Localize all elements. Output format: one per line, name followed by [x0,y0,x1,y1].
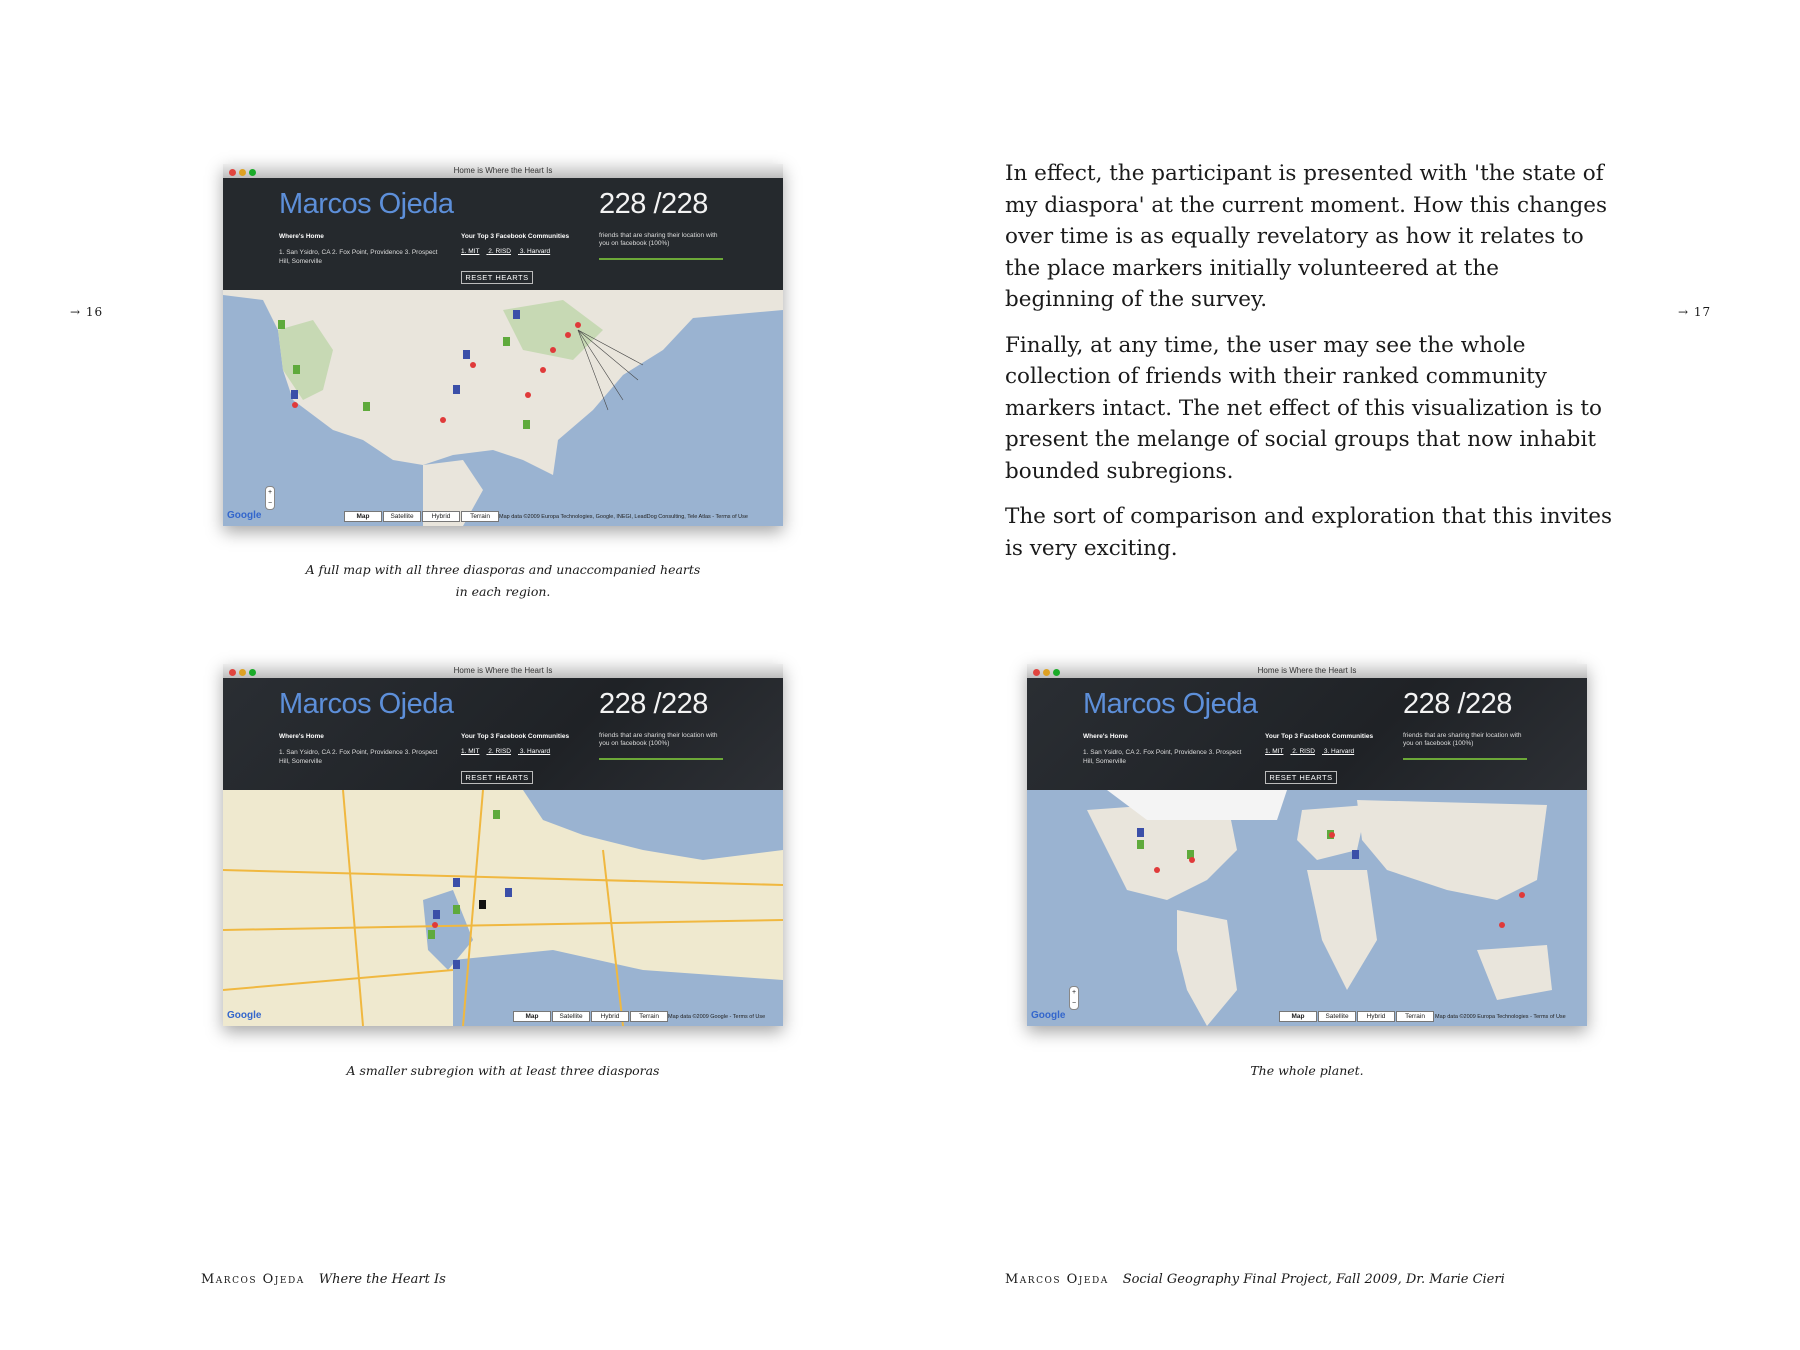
communities-label: Your Top 3 Facebook Communities [461,733,570,740]
reset-hearts-button[interactable]: RESET HEARTS [461,271,533,284]
app-header [223,678,783,790]
footer-author: Marcos Ojeda [201,1272,305,1287]
where-home-list: 1. San Ysidro, CA 2. Fox Point, Providence 3. Prospect Hill, Somerville [1083,749,1242,765]
footer-title: Where the Heart Is [318,1272,446,1287]
paragraph: The sort of comparison and exploration that this invites is very exciting. [1005,504,1613,561]
community-link[interactable]: 2. RISD [1292,748,1315,755]
figure-caption [1027,1060,1587,1082]
blue-marker [291,390,298,399]
where-home-label: Where's Home [279,733,324,740]
user-name: Marcos Ojeda [1083,688,1258,720]
map-attribution[interactable]: Map data ©2009 Europa Technologies - Terms of Use [1435,1014,1566,1020]
where-home-list: 1. San Ysidro, CA 2. Fox Point, Providence 3. Prospect Hill, Somerville [279,749,438,765]
body-text [1005,158,1615,578]
figure-caption [223,1060,783,1082]
map-type-terrain[interactable]: Terrain [1396,1011,1434,1022]
caption-line: in each region. [455,584,551,599]
map-type-hybrid[interactable]: Hybrid [591,1011,629,1022]
heart [1154,867,1160,873]
window-title: Home is Where the Heart Is [453,166,553,175]
community-link[interactable]: 3. Harvard [519,748,551,755]
map-type-satellite[interactable]: Satellite [383,511,421,522]
zoom-control[interactable]: + − [1069,986,1079,1010]
caption-line: The whole planet. [1250,1063,1364,1078]
footer-title: Social Geography Final Project, Fall 2009, Dr. Marie Cieri [1122,1272,1505,1287]
screenshot-subregion-map [223,664,783,1026]
green-marker [493,810,500,819]
paragraph: Finally, at any time, the user may see the whole collection of friends with their ranked community markers intact. The net effect of this visualization is to present the melange of social groups that now inhabit bounded subregions. [1005,332,1602,484]
page-footer [1005,1272,1505,1287]
green-marker [453,905,460,914]
us-map[interactable] [223,290,783,526]
blue-marker [453,878,460,887]
green-marker [1137,840,1144,849]
map-type-selector [1279,1011,1435,1021]
progress-bar [599,758,723,760]
google-logo: Google [227,1010,262,1021]
blue-marker [463,350,470,359]
heart [540,367,546,373]
map-attribution[interactable]: Map data ©2009 Europa Technologies, Google, INEGI, LeadDog Consulting, Tele Atlas - Terms of Use [499,514,748,520]
progress-bar [1403,758,1527,760]
communities-list [461,748,557,755]
heart [292,402,298,408]
map-type-terrain[interactable]: Terrain [630,1011,668,1022]
map-type-map[interactable]: Map [513,1011,551,1022]
black-marker [479,900,486,909]
community-link[interactable]: 2. RISD [488,748,511,755]
community-link[interactable]: 3. Harvard [1323,748,1355,755]
map-type-map[interactable]: Map [1279,1011,1317,1022]
window-titlebar [223,164,783,178]
progress-bar [599,258,723,260]
zoom-control[interactable]: + − [265,486,275,510]
heart [440,417,446,423]
friend-count: 228 /228 [1403,688,1512,720]
map-type-map[interactable]: Map [344,511,382,522]
community-link[interactable]: 1. MIT [461,248,480,255]
right-page [900,0,1800,1350]
heart [565,332,571,338]
green-marker [503,337,510,346]
caption-line: A full map with all three diasporas and unaccompanied hearts [305,562,701,577]
heart [575,322,581,328]
heart [1189,857,1195,863]
app-header [1027,678,1587,790]
world-map[interactable] [1027,790,1587,1026]
heart [550,347,556,353]
reset-hearts-button[interactable]: RESET HEARTS [1265,771,1337,784]
map-type-hybrid[interactable]: Hybrid [1357,1011,1395,1022]
community-link[interactable]: 3. Harvard [519,248,551,255]
blue-marker [1352,850,1359,859]
green-marker [428,930,435,939]
heart [525,392,531,398]
map-type-satellite[interactable]: Satellite [552,1011,590,1022]
map-type-selector [344,511,500,521]
communities-list [1265,748,1361,755]
blue-marker [433,910,440,919]
window-titlebar [1027,664,1587,678]
google-logo: Google [227,510,262,521]
community-link[interactable]: 2. RISD [488,248,511,255]
friend-count: 228 /228 [599,688,708,720]
app-header [223,178,783,290]
green-marker [293,365,300,374]
friend-count-caption: friends that are sharing their location with you on facebook (100%) [599,732,718,747]
user-name: Marcos Ojeda [279,688,454,720]
communities-list [461,248,557,255]
page-footer [201,1272,446,1287]
map-type-terrain[interactable]: Terrain [461,511,499,522]
where-home-label: Where's Home [1083,733,1128,740]
where-home-label: Where's Home [279,233,324,240]
paragraph: In effect, the participant is presented with 'the state of my diaspora' at the current moment. How this changes over time is as equally revelatory as how it relates to the place markers initially volunteered at the beginning of the survey. [1005,161,1608,312]
blue-marker [513,310,520,319]
community-link[interactable]: 1. MIT [1265,748,1284,755]
map-type-satellite[interactable]: Satellite [1318,1011,1356,1022]
blue-marker [1137,828,1144,837]
figure-caption [223,559,783,603]
heart [1329,832,1335,838]
communities-label: Your Top 3 Facebook Communities [1265,733,1374,740]
blue-marker [505,888,512,897]
heart [1499,922,1505,928]
window-titlebar [223,664,783,678]
screenshot-us-map [223,164,783,526]
google-logo: Google [1031,1010,1066,1021]
window-title: Home is Where the Heart Is [1257,666,1357,675]
heart [470,362,476,368]
map-type-selector [513,1011,669,1021]
friend-count-caption: friends that are sharing their location with you on facebook (100%) [1403,732,1522,747]
where-home-list: 1. San Ysidro, CA 2. Fox Point, Providence 3. Prospect Hill, Somerville [279,249,438,265]
footer-author: Marcos Ojeda [1005,1272,1109,1287]
friend-count-caption: friends that are sharing their location with you on facebook (100%) [599,232,718,247]
screenshot-world-map [1027,664,1587,1026]
heart [1519,892,1525,898]
blue-marker [453,960,460,969]
page-number: → 16 [70,305,104,319]
green-marker [363,402,370,411]
map-attribution[interactable]: Map data ©2009 Google - Terms of Use [668,1014,766,1020]
page-number: → 17 [1678,305,1712,319]
window-title: Home is Where the Heart Is [453,666,553,675]
heart [432,922,438,928]
community-link[interactable]: 1. MIT [461,748,480,755]
caption-line: A smaller subregion with at least three diasporas [346,1063,660,1078]
green-marker [278,320,285,329]
reset-hearts-button[interactable]: RESET HEARTS [461,771,533,784]
friend-count: 228 /228 [599,188,708,220]
user-name: Marcos Ojeda [279,188,454,220]
subregion-map[interactable] [223,790,783,1026]
blue-marker [453,385,460,394]
communities-label: Your Top 3 Facebook Communities [461,233,570,240]
map-type-hybrid[interactable]: Hybrid [422,511,460,522]
green-marker [523,420,530,429]
